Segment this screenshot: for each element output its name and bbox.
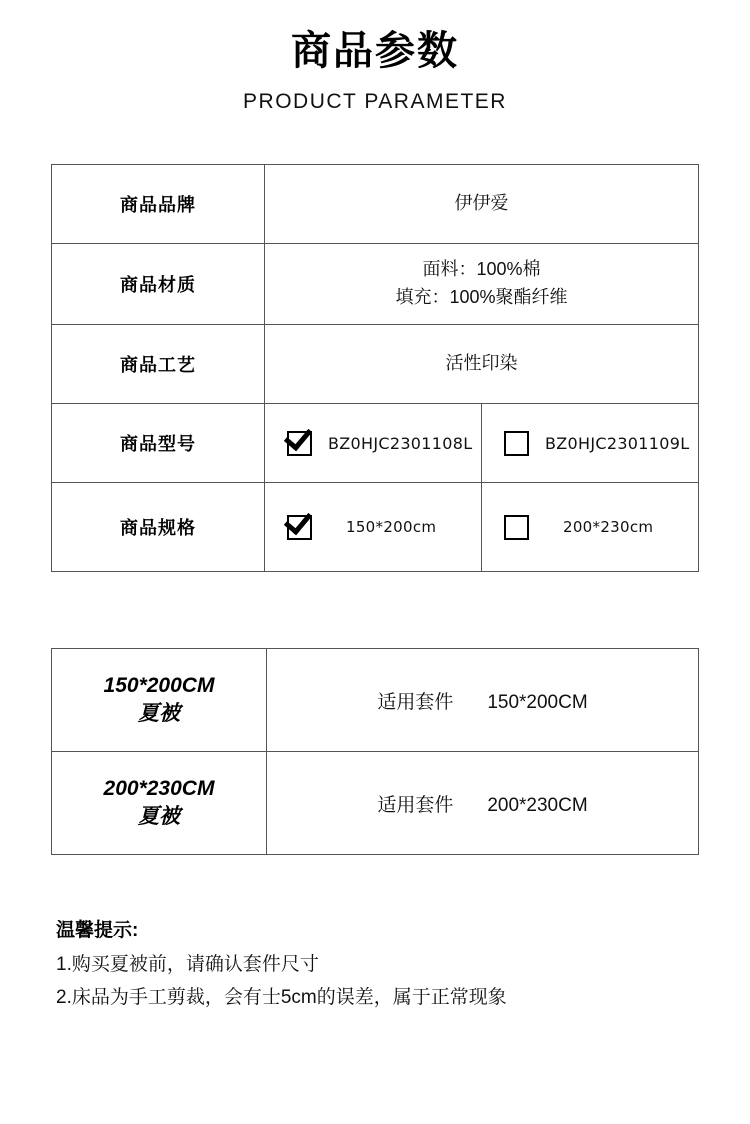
spec-value-craft: 活性印染 bbox=[265, 325, 699, 404]
size-option-1-label: 150*200cm bbox=[346, 518, 437, 536]
note-line-2: 2.床品为手工剪裁，会有士5cm的误差，属于正常现象 bbox=[56, 986, 507, 1008]
suite-name-2-size: 200*230CM bbox=[103, 776, 215, 800]
table-row bbox=[52, 244, 699, 325]
table-row bbox=[52, 649, 699, 752]
material-fill-line: 填充：100%聚酯纤维 bbox=[395, 287, 568, 307]
spec-table bbox=[51, 164, 699, 572]
checkbox-icon[interactable] bbox=[504, 515, 529, 540]
page-header bbox=[0, 0, 750, 114]
spec-value-brand: 伊伊爱 bbox=[265, 165, 699, 244]
size-option-2[interactable] bbox=[482, 483, 699, 572]
model-option-2-label: BZ0HJC2301109L bbox=[545, 433, 690, 453]
notes-block bbox=[56, 915, 750, 1014]
model-option-1[interactable] bbox=[265, 404, 482, 483]
table-row bbox=[52, 325, 699, 404]
spec-label-model: 商品型号 bbox=[52, 404, 265, 483]
suite-value-2 bbox=[267, 752, 699, 855]
table-row bbox=[52, 752, 699, 855]
suite-value-2-label: 适用套件 bbox=[377, 794, 454, 816]
suite-value-1-size: 150*200CM bbox=[487, 691, 588, 713]
material-fabric-line: 面料：100%棉 bbox=[422, 259, 541, 280]
size-option-1[interactable] bbox=[265, 483, 482, 572]
suite-value-1-label: 适用套件 bbox=[377, 691, 454, 713]
checkbox-icon[interactable] bbox=[287, 515, 312, 540]
size-option-2-label: 200*230cm bbox=[563, 518, 654, 536]
spec-label-brand: 商品品牌 bbox=[52, 165, 265, 244]
suite-name-2 bbox=[52, 752, 267, 855]
spec-label-size: 商品规格 bbox=[52, 483, 265, 572]
notes-title: 温馨提示: bbox=[56, 920, 139, 941]
suite-name-1-type: 夏被 bbox=[138, 702, 180, 725]
suite-table bbox=[51, 648, 699, 855]
model-option-1-label: BZ0HJC2301108L bbox=[328, 433, 473, 453]
table-row bbox=[52, 483, 699, 572]
suite-name-2-type: 夏被 bbox=[138, 805, 180, 828]
note-line-1: 1.购买夏被前，请确认套件尺寸 bbox=[56, 954, 319, 976]
page-subtitle: PRODUCT PARAMETER bbox=[243, 90, 507, 113]
page-title: 商品参数 bbox=[291, 29, 459, 73]
model-option-2[interactable] bbox=[482, 404, 699, 483]
table-row bbox=[52, 404, 699, 483]
suite-value-1 bbox=[267, 649, 699, 752]
spec-label-craft: 商品工艺 bbox=[52, 325, 265, 404]
spec-value-material bbox=[265, 244, 699, 325]
suite-name-1 bbox=[52, 649, 267, 752]
suite-value-2-size: 200*230CM bbox=[487, 794, 588, 816]
table-row bbox=[52, 165, 699, 244]
checkbox-icon[interactable] bbox=[504, 431, 529, 456]
checkbox-icon[interactable] bbox=[287, 431, 312, 456]
spec-label-material: 商品材质 bbox=[52, 244, 265, 325]
suite-name-1-size: 150*200CM bbox=[103, 673, 215, 697]
